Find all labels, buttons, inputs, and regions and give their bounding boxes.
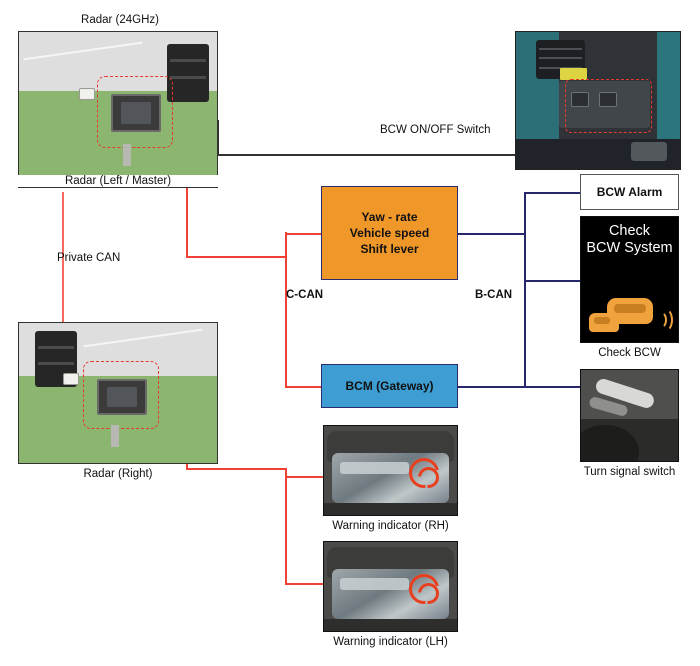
radar-module-face (107, 387, 136, 408)
b-can-to-turn-signal (524, 386, 580, 388)
ecu-signals-node[interactable] (321, 186, 458, 280)
warning-indicator-rh-photo[interactable] (323, 425, 458, 516)
bcw-switch-photo[interactable] (515, 31, 681, 170)
b-can-to-alarm (524, 192, 580, 194)
warning-indicator-lh-photo[interactable] (323, 541, 458, 632)
cluster-line-1: Check (608, 223, 651, 239)
check-bcw-caption: Check BCW (598, 347, 661, 359)
turn-signal-image (581, 370, 678, 461)
turn-signal-photo[interactable] (580, 369, 679, 462)
mirror-base (324, 619, 457, 631)
ecu-line-2: Vehicle speed (349, 226, 430, 240)
radar-right-caption: Radar (Right) (83, 468, 153, 480)
mirror-rh-image (324, 426, 457, 515)
radar-left-caption: Radar (Left / Master) (18, 175, 218, 187)
bcw-onoff-button[interactable] (599, 92, 617, 107)
mirror-reflection (340, 462, 409, 474)
car-side-view-icon (589, 313, 619, 332)
warning-lh-caption: Warning indicator (LH) (333, 636, 448, 648)
radar-module (111, 94, 161, 132)
grille-icon (167, 44, 209, 102)
warning-rh-run (285, 476, 324, 478)
radar-cable (123, 144, 131, 166)
b-can-trunk (524, 192, 526, 388)
switch-button[interactable] (571, 92, 589, 107)
vent-fin (539, 48, 582, 50)
bcw-switch-line (219, 154, 515, 156)
cluster-screen-image (581, 217, 678, 342)
radar-right-photo[interactable] (18, 322, 218, 464)
cluster-text (581, 223, 678, 257)
radar-waves-icon (653, 308, 669, 328)
check-bcw-cluster[interactable] (580, 216, 679, 343)
warning-lh-run (285, 583, 324, 585)
b-can-ecu-run (458, 233, 526, 235)
warning-rh-caption: Warning indicator (RH) (332, 520, 449, 532)
console-grip (631, 142, 667, 161)
radar-module (97, 379, 147, 415)
center-console-image (516, 32, 680, 169)
bcw-alarm-node[interactable] (580, 174, 679, 210)
mirror-reflection (340, 578, 409, 590)
private-can-label: Private CAN (57, 252, 121, 264)
warning-indicator-trunk (285, 468, 287, 584)
bcm-gateway-label: BCM (Gateway) (345, 379, 434, 393)
b-can-to-cluster (524, 280, 580, 282)
c-can-to-ecu (285, 233, 321, 235)
radar-left-image (19, 32, 217, 187)
bcm-gateway-node[interactable] (321, 364, 458, 408)
radar-left-c-can-drop (186, 188, 188, 258)
ecu-line-1: Yaw - rate (361, 210, 418, 224)
bcw-alarm-label: BCW Alarm (596, 185, 663, 199)
c-can-to-bcm (285, 386, 321, 388)
sensor-part (79, 88, 95, 100)
b-can-label: B-CAN (475, 289, 513, 301)
c-can-label: C-CAN (286, 289, 324, 301)
bcw-warning-icon (409, 458, 439, 484)
cluster-line-2: BCW System (586, 240, 673, 256)
bcw-switch-label: BCW ON/OFF Switch (380, 124, 491, 136)
yellow-sticker (560, 68, 586, 80)
radar-right-image (19, 323, 217, 463)
bcw-warning-icon (409, 574, 439, 600)
radar-module-face (121, 102, 150, 124)
vent-fin (539, 57, 582, 59)
b-can-bcm-run (458, 386, 526, 388)
turn-signal-caption: Turn signal switch (583, 466, 676, 478)
mirror-lh-image (324, 542, 457, 631)
radar-left-c-can-run (186, 256, 286, 258)
ecu-line-3: Shift lever (360, 242, 419, 256)
mirror-base (324, 503, 457, 515)
radar-left-photo[interactable] (18, 31, 218, 188)
sensor-part (63, 373, 79, 385)
c-can-trunk (285, 232, 287, 388)
radar-top-label: Radar (24GHz) (81, 14, 159, 26)
ecu-signals-text (350, 209, 429, 257)
radar-cable (111, 425, 119, 447)
switch-panel (559, 81, 651, 128)
